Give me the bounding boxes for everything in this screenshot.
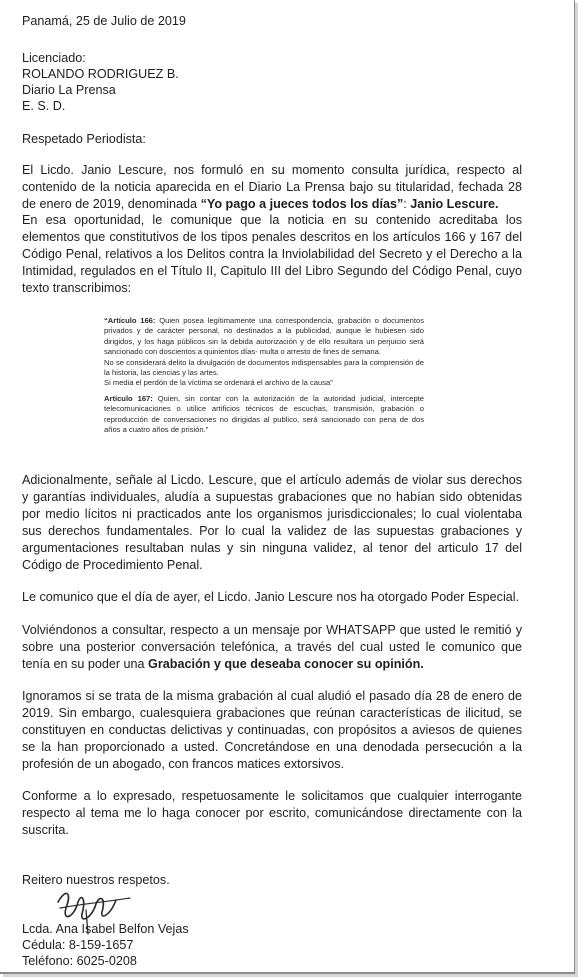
signatory-name: Lcda. Ana Isabel Belfon Vejas — [22, 922, 189, 936]
paragraph-1-bold-quote: “Yo pago a jueces todos los días” — [200, 197, 404, 211]
paragraph-5-text: Volviéndonos a consultar, respecto a un mensaje por WHATSAPP que usted le remitió y sobre una posterior conversación telefónica, a través del cual usted le comunico que tenía en su poder una — [22, 623, 522, 671]
date-line: Panamá, 25 de Julio de 2019 — [22, 14, 186, 28]
paragraph-6: Ignoramos si se trata de la misma grabación al cual aludió el pasado día 28 de enero de 2019. Sin embargo, cualesquiera grabaciones que reúnan características de ilicitud, se constituyen en conductas delictivas y continuadas, con propósitos a aviesos de quienes se la han proporcionado a usted. Concretándose en una denodada persecución a la profesión de un abogado, con francos matices extorsivos. — [22, 689, 522, 771]
salutation: Respetado Periodista: — [22, 132, 146, 146]
closing: Reitero nuestros respetos. — [22, 873, 170, 887]
recipient-esd: E. S. D. — [22, 99, 66, 113]
quoted-articles — [104, 316, 424, 435]
paragraph-7: Conforme a lo expresado, respetuosamente le solicitamos que cualquier interrogante respecto al tema me lo haga conocer por escrito, comunicándose directamente con la suscrita. — [22, 789, 522, 837]
article-166-pardon: Si media el perdón de la víctima se ordenará el archivo de la causa” — [104, 378, 333, 388]
article-166-label: “Artículo 166: — [104, 316, 156, 325]
article-167 — [104, 394, 424, 436]
paragraph-1 — [22, 162, 522, 213]
paragraph-5 — [22, 622, 522, 673]
paragraph-1-colon: : — [403, 197, 411, 211]
signatory-phone: Teléfono: 6025-0208 — [22, 954, 137, 968]
paragraph-4: Le comunico que el día de ayer, el Licdo. Janio Lescure nos ha otorgado Poder Especial. — [22, 590, 520, 604]
paragraph-1-text: El Licdo. Janio Lescure, nos formuló en su momento consulta jurídica, respecto al contenido de la noticia aparecida en el Diario La Prensa bajo su titularidad, fechada 28 de enero de 2019, denominada — [22, 163, 522, 211]
recipient-organization: Diario La Prensa — [22, 83, 116, 97]
paragraph-3: Adicionalmente, señale al Licdo. Lescure, que el artículo además de violar sus derechos y garantías individuales, aludía a supuestas grabaciones que no habían sido obtenidas por medio lícitos ni practicados ante los organismos jurisdiccionales; lo cual violentaba sus derechos fundamentales. Por lo cual la validez de las supuestas grabaciones y argumentaciones resultaban nulas y sin ninguna validez, al tenor del articulo 17 del Código de Procedimiento Penal. — [22, 473, 522, 572]
article-166 — [104, 316, 424, 358]
signatory-cedula: Cédula: 8-159-1657 — [22, 938, 134, 952]
recipient-title: Licenciado: — [22, 51, 86, 65]
article-166-text: Quien posea legítimamente una correspondencia, grabación o documentos privados y de carácter personal, no destinados a la publicidad, aunque le hubiesen sido dirigidos, y los haga públicos sin la debida autorización y de ello resultara un perjuicio será sancionado con doscientos a quinientos días- multa o arresto de fines de semana. — [104, 316, 424, 357]
paragraph-1-bold-tail: Janio Lescure. — [410, 197, 499, 211]
paragraph-5-bold: Grabación y que deseaba conocer su opinión. — [148, 657, 424, 671]
recipient-name: ROLANDO RODRIGUEZ B. — [22, 67, 179, 81]
article-166-exception: No se considerará delito la divulgación de documentos indispensables para la comprensión de la historia, las ciencias y las artes. — [104, 357, 424, 378]
paragraph-2: En esa oportunidad, le comunique que la noticia en su contenido acreditaba los elementos que constitutivos de los tipos penales descritos en los artículos 166 y 167 del Código Penal, relativos a los Delitos contra la Inviolabilidad del Secreto y el Derecho a la Intimidad, regulados en el Título II, Capitulo III del Libro Segundo del Código Penal, cuyo texto transcribimos: — [22, 213, 522, 295]
article-167-text: Quien, sin contar con la autorización de la autoridad judicial, intercepte telecomunicaciones o utilice artificios técnicos de escuchas, transmisión, grabación o reproducción de conversaciones no dirigidas al publico, será sancionado con pena de dos años a cuatro años de prisión.” — [104, 393, 424, 435]
article-167-label: Artículo 167: — [104, 393, 153, 403]
